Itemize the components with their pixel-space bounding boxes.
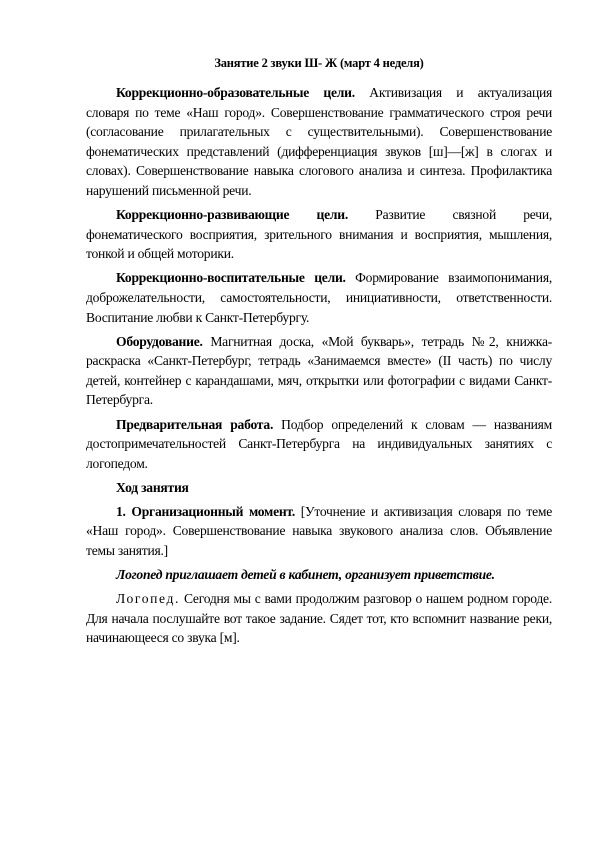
paragraph-label: Коррекционно-воспитательные цели. [116,270,346,286]
paragraph-label: 1. Организационный момент. [116,503,295,519]
paragraph-organizational-moment [86,502,552,561]
paragraph-speech [86,589,552,648]
paragraph-text: Сегодня мы с вами продолжим разговор о нашем родном городе. Для начала послушайте вот такое задание. Сядет тот, кто вспомнит название реки, начинающееся со звука [м]. [86,591,552,646]
paragraph-text: Подбор определений к словам — названиям достопримечательностей Санкт-Петербурга на индивидуальных занятиях с логопедом. [86,416,552,471]
paragraph-text: [Уточнение и активизация словаря по теме «Наш город». Совершенствование навыка звукового анализа слов. Объявление темы занятия.] [86,503,552,559]
paragraph-correction-educational-goals [86,83,552,201]
speaker-label: Логопед. [116,591,180,607]
paragraph-label: Коррекционно-развивающие цели. [116,207,349,223]
lesson-title: Занятие 2 звуки Ш- Ж (март 4 неделя) [214,56,424,70]
paragraph-text: Формирование взаимопонимания, доброжелательности, самостоятельности, инициативности, ответственности. Воспитание любви к Санкт-Петербургу. [86,270,552,325]
paragraph-text: Магнитная доска, «Мой букварь», тетрадь №2, книжка-раскраска «Санкт-Петербург, тетрадь «Занимаемся вместе» (II часть) по числу детей, контейнер с карандашами, мяч, открытки или фотографии с видами Санкт-Петербурга. [86,333,552,408]
paragraph-label: Коррекционно-образовательные цели. [116,85,355,100]
paragraph-correction-upbringing-goals [86,268,552,327]
paragraph-correction-developmental-goals [86,205,552,264]
paragraph-equipment [86,332,552,410]
paragraph-text: Развитие связной речи, фонематического восприятия, зрительного внимания и восприятия, мышления, тонкой и общей моторики. [86,207,552,262]
paragraph-label: Предварительная работа. [116,416,274,432]
paragraph-stage-direction: Логопед приглашает детей в кабинет, организует приветствие. [116,567,495,583]
section-heading: Ход занятия [116,479,189,495]
paragraph-preliminary-work [86,415,552,474]
paragraph-label: Оборудование. [116,333,203,349]
paragraph-text: Активизация и актуализация словаря по теме «Наш город». Совершенствование грамматического строя речи (согласование прилагательных с существительными). Совершенствование фонематических представлений (дифференциация звуков [ш]—[ж] в слогах и словах). Совершенствование навыка слогового анализа и синтеза. Профилактика нарушений письменной речи. [86,85,552,198]
